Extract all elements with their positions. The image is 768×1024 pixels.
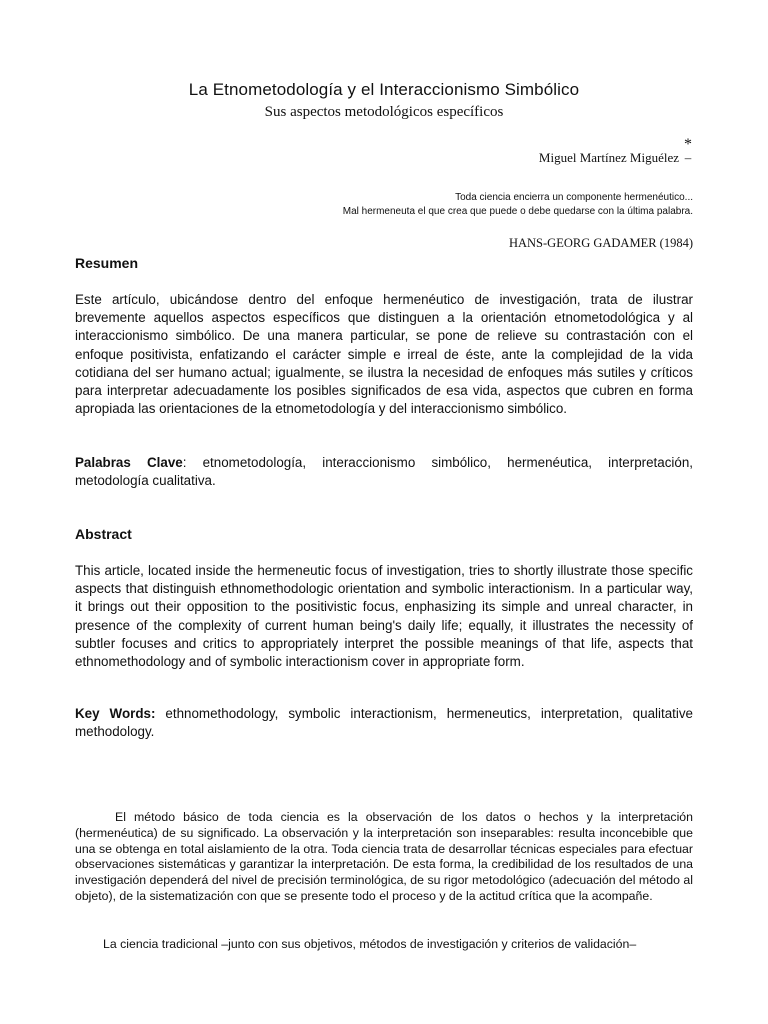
epigraph-line-1: Toda ciencia encierra un componente hermenéutico... <box>455 192 693 203</box>
palabras-clave-label: Palabras Clave <box>75 455 183 470</box>
paper-subtitle: Sus aspectos metodológicos específicos <box>264 104 504 120</box>
key-words-text: ethnomethodology, symbolic interactionism, hermeneutics, interpretation, qualitative methodology. <box>75 706 693 740</box>
resumen-text: Este artículo, ubicándose dentro del enfoque hermenéutico de investigación, trata de ilustrar brevemente aquellos aspectos específicos que distinguen a la orientación etnometodológica y al interaccionismo simbólico. De una manera particular, se pone de relieve su contrastación con el enfoque positivista, enfatizando el carácter simple e irreal de éste, ante la complejidad de la vida cotidiana del ser humano actual; igualmente, se ilustra la necesidad de enfoques más sutiles y críticos para interpretar adecuadamente los posibles significados de esa vida, aspectos que cubren en forma apropiada las orientaciones de la etnometodología y del interaccionismo simbólico. <box>75 292 693 417</box>
body-paragraph-2: La ciencia tradicional –junto con sus objetivos, métodos de investigación y criterios de validación– <box>103 937 637 951</box>
palabras-clave-text: : etnometodología, interaccionismo simbólico, hermenéutica, interpretación, metodología cualitativa. <box>75 455 693 489</box>
resumen-heading: Resumen <box>75 255 139 271</box>
author-name: Miguel Martínez Miguélez <box>538 150 679 165</box>
author-footnote-asterisk: * <box>684 136 692 153</box>
key-words <box>75 705 693 741</box>
epigraph <box>343 191 693 219</box>
abstract-heading: Abstract <box>75 526 132 542</box>
body-paragraph-1: El método básico de toda ciencia es la observación de los datos o hechos y la interpretación (hermenéutica) de su significado. La observación y la interpretación son inseparables: resulta inconcebible que una se obtenga en total aislamiento de la otra. Toda ciencia trata de desarrollar técnicas especiales para efectuar observaciones sistemáticas y garantizar la interpretación. De esta forma, la credibilidad de los resultados de una investigación dependerá del nivel de precisión terminológica, de su rigor metodológico (adecuación del método al objeto), de la sistematización con que se presente todo el proceso y de la actitud crítica que la acompañe. <box>75 810 693 903</box>
author-footnote-mark: * – <box>684 136 692 165</box>
author-line <box>538 136 693 166</box>
key-words-label: Key Words: <box>75 706 156 721</box>
epigraph-line-2: Mal hermeneuta el que crea que puede o debe quedarse con la última palabra. <box>342 206 693 217</box>
paper-title: La Etnometodología y el Interaccionismo Simbólico <box>188 80 580 99</box>
epigraph-author: HANS-GEORG GADAMER (1984) <box>508 236 693 250</box>
abstract-text: This article, located inside the hermeneutic focus of investigation, tries to shortly illustrate those specific aspects that distinguish ethnomethodologic orientation and symbolic interactionism. In a particular way, it brings out their opposition to the positivistic focus, enphasizing its simple and unreal character, in presence of the complexity of current human being's daily life; equally, it illustrates the necessity of subtler focuses and critics to appropriately interpret the possible meanings of that life, aspects that ethnomethodology and of symbolic interactionism cover in appropriate form. <box>75 563 693 670</box>
palabras-clave <box>75 454 693 490</box>
